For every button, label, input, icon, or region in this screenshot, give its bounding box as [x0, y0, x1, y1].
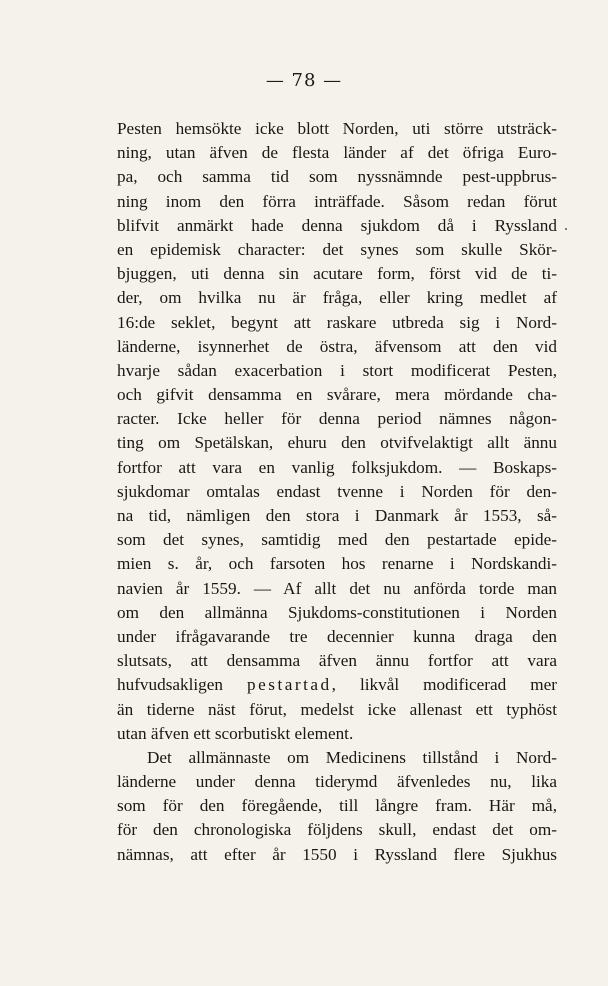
- text-line-6: en epidemisk character: det synes som skulle Skör-: [117, 239, 557, 259]
- text-line-27: Det allmännaste om Medicinens tillstånd i Nord-: [147, 747, 557, 767]
- text-line-25: än tiderne näst förut, medelst icke allenast ett typhöst: [117, 699, 557, 719]
- text-line-15: fortfor att vara en vanlig folksjukdom. — Boskaps-: [117, 457, 557, 477]
- text-line-8: der, om hvilka nu är fråga, eller kring medlet af: [117, 288, 557, 308]
- text-line-22: under ifrågavarande tre decennier kunna draga den: [117, 626, 557, 646]
- text-line-3: pa, och samma tid som nyssnämnde pest-uppbrus-: [117, 167, 557, 187]
- text-line-29: som för den föregående, till långre fram. Här må,: [117, 796, 557, 816]
- text-line-21: om den allmänna Sjukdoms-constitutionen i Norden: [117, 602, 557, 622]
- text-line-18: som det synes, samtidig med den pestartade epide-: [117, 530, 557, 550]
- text-line-24: [117, 673, 557, 697]
- text-line-1: Pesten hemsökte icke blott Norden, uti större utsträck-: [117, 119, 557, 138]
- text-line-10: länderne, isynnerhet de östra, äfvensom att den vid: [117, 336, 557, 356]
- text-line-9: 16:de seklet, begynt att raskare utbreda sig i Nord-: [117, 312, 557, 332]
- page-number: — 78 —: [265, 70, 343, 91]
- text-line-13: racter. Icke heller för denna period nämnes någon-: [117, 409, 557, 429]
- text-line-24-after: , likvål modificerad mer: [331, 675, 557, 695]
- text-line-24-spaced-word: pestartad: [247, 675, 332, 695]
- text-line-24-before: hufvudsakligen: [117, 675, 248, 695]
- text-line-17: na tid, nämligen den stora i Danmark år 1553, så-: [117, 506, 557, 525]
- text-line-23: slutsats, att densamma äfven ännu fortfor att vara: [117, 651, 557, 671]
- text-line-2: ning, utan äfven de flesta länder af det öfriga Euro-: [117, 143, 557, 163]
- text-line-11: hvarje sådan exacerbation i stort modificerat Pesten,: [117, 360, 557, 380]
- text-line-14: ting om Spetälskan, ehuru den otvifvelaktigt allt ännu: [117, 433, 557, 453]
- text-line-30: för den chronologiska följdens skull, endast det om-: [117, 820, 557, 840]
- text-line-20: navien år 1559. — Af allt det nu anförda torde man: [117, 578, 557, 598]
- text-line-26: utan äfven ett scorbutiskt element.: [117, 723, 354, 743]
- body-text: [117, 117, 557, 867]
- text-line-7: bjuggen, uti denna sin acutare form, först vid de ti-: [117, 264, 557, 284]
- text-line-4: ning inom den förra inträffade. Såsom redan förut: [117, 191, 557, 211]
- text-line-16: sjukdomar omtalas endast tvenne i Norden för den-: [117, 481, 557, 501]
- text-line-28: länderne under denna tiderymd äfvenledes nu, lika: [117, 772, 557, 792]
- text-line-19: mien s. år, och farsoten hos renarne i Nordskandi-: [117, 554, 557, 574]
- text-line-5: blifvit anmärkt hade denna sjukdom då i Ryssland: [117, 215, 557, 235]
- text-line-31: nämnas, att efter år 1550 i Ryssland flere Sjukhus: [117, 844, 557, 864]
- print-speck: [565, 228, 567, 230]
- text-line-12: och gifvit densamma en svårare, mera mördande cha-: [117, 385, 557, 405]
